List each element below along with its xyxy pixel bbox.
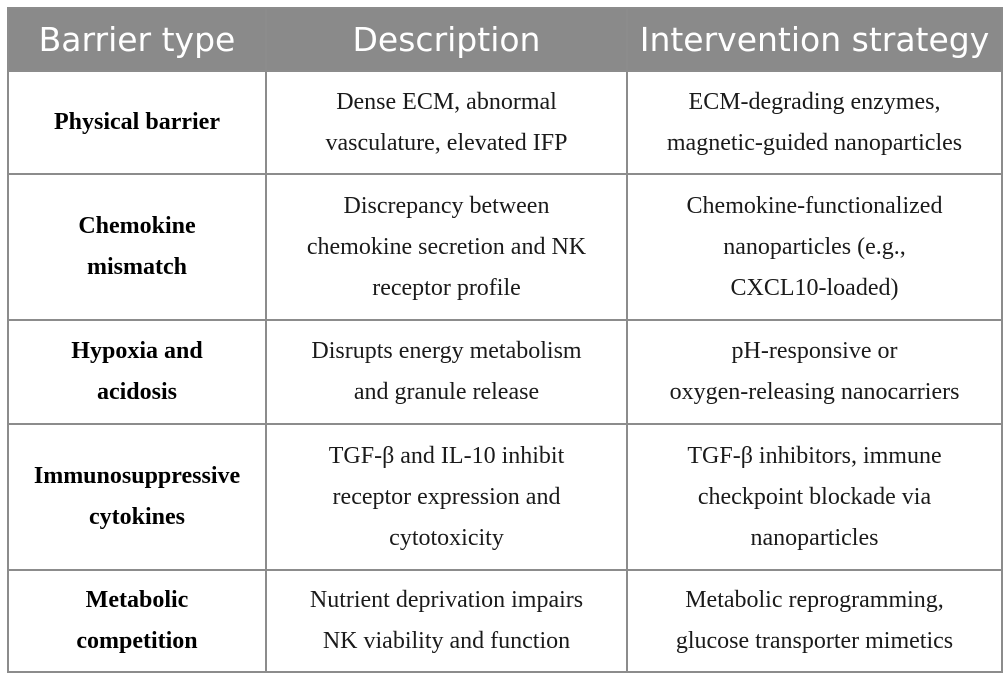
cell-line: CXCL10-loaded): [730, 274, 899, 301]
strategy-cell: [627, 320, 1002, 424]
strategy-cell: [627, 71, 1002, 174]
cell-line: vasculature, elevated IFP: [325, 129, 568, 156]
cell-line: pH-responsive or: [731, 338, 898, 364]
cell-line: ECM-degrading enzymes,: [688, 88, 941, 115]
strategy-cell: [627, 570, 1002, 672]
table-row: [8, 320, 1002, 424]
barrier-type-cell: [8, 424, 266, 570]
cell-line: Hypoxia and: [71, 338, 203, 364]
cell-line: NK viability and function: [322, 628, 571, 654]
cell-line: Metabolic reprogramming,: [685, 587, 944, 613]
header-description: Description: [266, 8, 627, 71]
cell-line: TGF-β and IL-10 inhibit: [328, 442, 565, 469]
cell-line: nanoparticles (e.g.,: [723, 233, 906, 260]
cell-line: glucose transporter mimetics: [675, 628, 954, 654]
cell-line: Dense ECM, abnormal: [336, 88, 557, 115]
table-header-row: [8, 8, 1002, 71]
barrier-type-cell: [8, 320, 266, 424]
table-row: [8, 71, 1002, 174]
cell-line: mismatch: [87, 254, 187, 280]
strategy-cell: [627, 174, 1002, 320]
description-cell: [266, 570, 627, 672]
cell-line: Discrepancy between: [343, 192, 550, 219]
barrier-type-cell: [8, 71, 266, 174]
table-container: [7, 7, 1001, 672]
cell-line: acidosis: [96, 379, 177, 405]
cell-line: oxygen-releasing nanocarriers: [669, 379, 960, 405]
cell-line: cytotoxicity: [389, 524, 504, 551]
barrier-type-cell: [8, 174, 266, 320]
cell-line: magnetic-guided nanoparticles: [666, 129, 963, 156]
barrier-table: [7, 7, 1003, 673]
description-cell: [266, 320, 627, 424]
cell-line: TGF-β inhibitors, immune: [687, 442, 942, 469]
cell-line: Chemokine: [78, 213, 196, 239]
cell-line: Physical barrier: [54, 109, 220, 135]
cell-line: Chemokine-functionalized: [686, 192, 943, 219]
cell-line: nanoparticles: [750, 524, 879, 551]
table-row: [8, 174, 1002, 320]
cell-line: competition: [76, 628, 198, 654]
cell-line: receptor expression and: [332, 483, 561, 510]
table-row: [8, 424, 1002, 570]
header-barrier-type: Barrier type: [8, 8, 266, 71]
description-cell: [266, 71, 627, 174]
strategy-cell: [627, 424, 1002, 570]
cell-line: Metabolic: [85, 587, 189, 613]
cell-line: checkpoint blockade via: [697, 483, 932, 510]
cell-line: receptor profile: [372, 274, 521, 301]
header-intervention-strategy: Intervention strategy: [627, 8, 1002, 71]
cell-line: Nutrient deprivation impairs: [309, 587, 584, 613]
description-cell: [266, 174, 627, 320]
cell-line: cytokines: [89, 504, 185, 530]
cell-line: chemokine secretion and NK: [306, 233, 587, 260]
barrier-type-cell: [8, 570, 266, 672]
table-row: [8, 570, 1002, 672]
cell-line: Immunosuppressive: [33, 463, 241, 489]
description-cell: [266, 424, 627, 570]
cell-line: and granule release: [353, 379, 540, 405]
cell-line: Disrupts energy metabolism: [311, 338, 582, 364]
